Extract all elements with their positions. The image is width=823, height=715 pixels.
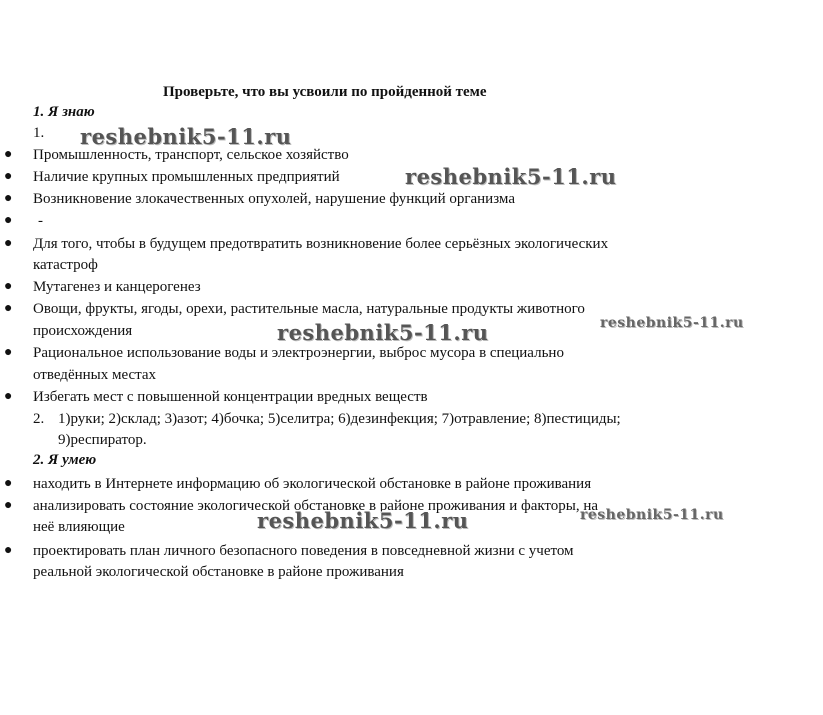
bullet-icon: ● [4,279,13,294]
bullet-icon: ● [4,498,13,513]
page-title: Проверьте, что вы усвоили по пройденной теме [163,84,487,100]
list-item-continuation: реальной экологической обстановке в районе проживания [33,564,404,580]
bullet-icon: ● [4,169,13,184]
section-1-heading [33,104,95,121]
list-item: - [38,213,43,229]
list-item-continuation: неё влияющие [33,519,125,535]
sublist-number: 2. [33,411,45,427]
bullet-icon: ● [4,191,13,206]
section-2-number: 2. [33,452,45,468]
list-item: Мутагенез и канцерогенез [33,279,201,295]
list-item: Рациональное использование воды и электроэнергии, выброс мусора в специально [33,345,564,361]
list-item-continuation: катастроф [33,257,98,273]
watermark: reshebnik5-11.ru [277,320,489,345]
list-item: анализировать состояние экологической обстановке в районе проживания и факторы, на [33,498,599,514]
watermark: reshebnik5-11.ru [405,164,617,189]
watermark: reshebnik5-11.ru [580,507,724,523]
list-item: Промышленность, транспорт, сельское хозяйство [33,147,349,163]
list-item-continuation: происхождения [33,323,133,339]
watermark: reshebnik5-11.ru [80,124,292,149]
section-1-title: Я знаю [48,104,95,120]
section-1-number: 1. [33,104,45,120]
bullet-icon: ● [4,301,13,316]
list-item: Избегать мест с повышенной концентрации вредных веществ [33,389,428,405]
bullet-icon: ● [4,389,13,404]
bullet-icon: ● [4,236,13,251]
section-2-heading [33,452,96,469]
list-item: проектировать план личного безопасного поведения в повседневной жизни с учетом [33,543,574,559]
watermark: reshebnik5-11.ru [257,508,469,533]
list-item-continuation: отведённых местах [33,367,157,383]
bullet-icon: ● [4,476,13,491]
list-item: находить в Интернете информацию об экологической обстановке в районе проживания [33,476,592,492]
list-item: Овощи, фрукты, ягоды, орехи, растительные масла, натуральные продукты животного [33,301,585,317]
list-item: Для того, чтобы в будущем предотвратить возникновение более серьёзных экологических [33,236,609,252]
answers-line: 9)респиратор. [58,432,147,448]
bullet-icon: ● [4,345,13,360]
watermark: reshebnik5-11.ru [600,315,744,331]
list-marker: 1. [33,125,45,141]
list-item: Возникновение злокачественных опухолей, нарушение функций организма [33,191,515,207]
answers-line: 1)руки; 2)склад; 3)азот; 4)бочка; 5)селитра; 6)дезинфекция; 7)отравление; 8)пестициды; [58,411,621,427]
bullet-icon: ● [4,147,13,162]
bullet-icon: ● [4,543,13,558]
bullet-icon: ● [4,213,13,228]
list-item: Наличие крупных промышленных предприятий [33,169,340,185]
section-2-title: Я умею [48,452,97,468]
